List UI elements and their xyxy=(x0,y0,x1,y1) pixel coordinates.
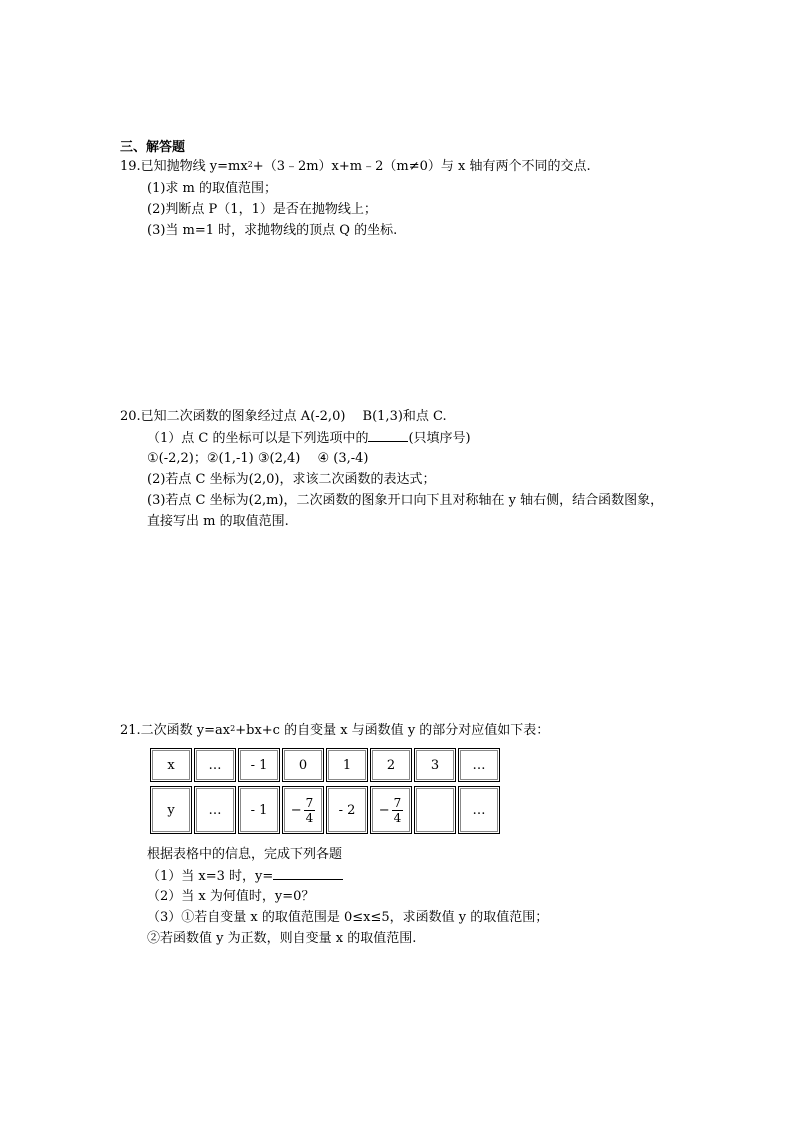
q21-answer-blank[interactable] xyxy=(273,867,343,880)
q20-part2: (2)若点 C 坐标为(2,0)，求该二次函数的表达式； xyxy=(147,472,436,487)
denominator: 4 xyxy=(305,810,314,825)
minus-sign: − xyxy=(378,802,390,818)
table-cell-empty xyxy=(414,786,456,834)
table-cell: 1 xyxy=(326,748,368,782)
q20-stem: 20.已知二次函数的图象经过点 A(-2,0) B(1,3)和点 C. xyxy=(120,409,447,424)
q19-part1: (1)求 m 的取值范围； xyxy=(147,181,278,196)
table-cell: … xyxy=(194,748,236,782)
q20-part3: (3)若点 C 坐标为(2,m)，二次函数的图象开口向下且对称轴在 y 轴右侧，结合函数图象， xyxy=(147,493,664,508)
q19-part3: (3)当 m=1 时，求抛物线的顶点 Q 的坐标. xyxy=(147,223,398,238)
table-cell: - 2 xyxy=(326,786,368,834)
q19-stem xyxy=(120,158,591,176)
q20-options: ①(-2,2)；②(1,-1) ③(2,4) ④ (3,-4) xyxy=(147,451,369,466)
q19-stem-exponent: 2 xyxy=(247,160,253,169)
table-cell: 0 xyxy=(282,748,324,782)
table-cell: 2 xyxy=(370,748,412,782)
table-cell: - 1 xyxy=(238,786,280,834)
q20-part1 xyxy=(147,429,471,448)
numerator: 7 xyxy=(393,795,402,810)
q20-part1-text: （1）点 C 的坐标可以是下列选项中的 xyxy=(147,431,369,446)
fraction-body xyxy=(304,796,316,825)
table-cell xyxy=(282,786,324,834)
q21-part3: （3）①若自变量 x 的取值范围是 0≤x≤5，求函数值 y 的取值范围； xyxy=(147,910,549,925)
table-cell: … xyxy=(458,786,500,834)
q20-part3-continued: 直接写出 m 的取值范围. xyxy=(147,514,289,529)
denominator: 4 xyxy=(393,810,402,825)
table-cell: 3 xyxy=(414,748,456,782)
table-row-y xyxy=(150,786,500,834)
q21-stem xyxy=(120,722,549,740)
fraction xyxy=(379,796,404,825)
q20-part1-note: (只填序号) xyxy=(408,431,471,446)
table-cell xyxy=(370,786,412,834)
q21-part4: ②若函数值 y 为正数，则自变量 x 的取值范围. xyxy=(147,931,417,946)
table-cell: … xyxy=(458,748,500,782)
table-row-x xyxy=(150,748,500,782)
q21-intro: 根据表格中的信息，完成下列各题 xyxy=(147,847,343,862)
fraction xyxy=(291,796,316,825)
fraction-body xyxy=(392,796,404,825)
q19-stem-b: +（3﹣2m）x+m﹣2（m≠0）与 x 轴有两个不同的交点. xyxy=(252,159,591,174)
q19-part2: (2)判断点 P（1，1）是否在抛物线上； xyxy=(147,202,377,217)
q21-stem-a: 21.二次函数 y=ax xyxy=(120,723,231,738)
table-cell: … xyxy=(194,786,236,834)
q21-part1-text: （1）当 x=3 时，y= xyxy=(147,869,274,884)
q21-part2: （2）当 x 为何值时，y=0？ xyxy=(147,889,315,904)
table-cell: - 1 xyxy=(238,748,280,782)
q19-stem-a: 19.已知抛物线 y=mx xyxy=(120,159,248,174)
table-cell: y xyxy=(150,786,192,834)
q21-stem-b: +bx+c 的自变量 x 与函数值 y 的部分对应值如下表： xyxy=(235,723,550,738)
table-cell: x xyxy=(150,748,192,782)
section-heading: 三、解答题 xyxy=(120,140,186,155)
q21-part1 xyxy=(147,867,343,886)
value-table xyxy=(148,744,502,838)
minus-sign: − xyxy=(290,802,302,818)
q21-stem-exponent: 2 xyxy=(230,724,236,733)
numerator: 7 xyxy=(305,795,314,810)
q20-answer-blank[interactable] xyxy=(368,429,408,442)
